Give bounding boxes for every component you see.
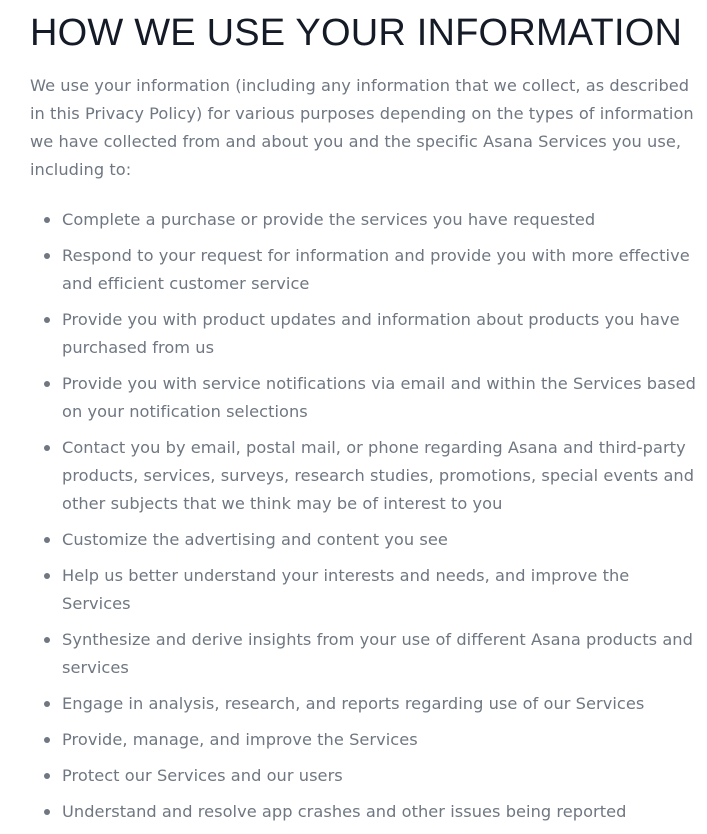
list-item [30,306,698,362]
list-item-text: Provide, manage, and improve the Services [62,730,418,749]
privacy-section [30,8,698,834]
list-item-text: Customize the advertising and content you see [62,530,448,549]
list-item [30,370,698,426]
list-item-text: Help us better understand your interests and needs, and improve the Services [62,566,630,613]
list-item [30,242,698,298]
list-item-text: Understand and resolve app crashes and other issues being reported [62,802,627,821]
bullet-dot [44,445,50,451]
list-item-text: Complete a purchase or provide the services you have requested [62,210,596,229]
list-item [30,526,698,554]
list-item-text: Synthesize and derive insights from your use of different Asana products and services [62,630,693,677]
bullet-dot [44,773,50,779]
list-item-text: Engage in analysis, research, and reports regarding use of our Services [62,694,645,713]
bullet-dot [44,737,50,743]
list-item [30,206,698,234]
list-item [30,798,698,826]
list-item-text: Provide you with service notifications via email and within the Services based on your notification selections [62,374,696,421]
bullet-dot [44,253,50,259]
bullet-dot [44,537,50,543]
section-title: HOW WE USE YOUR INFORMATION [30,12,683,54]
list-item [30,762,698,790]
list-item [30,626,698,682]
list-item-text: Contact you by email, postal mail, or phone regarding Asana and third-party products, services, surveys, research studies, promotions, special events and other subjects that we think may be of interest to you [62,438,695,513]
bullet-dot [44,317,50,323]
bullet-dot [44,637,50,643]
bullet-dot [44,701,50,707]
list-item [30,562,698,618]
list-item-text: Respond to your request for information and provide you with more effective and efficient customer service [62,246,690,293]
bullet-dot [44,381,50,387]
list-item [30,726,698,754]
bullet-dot [44,573,50,579]
list-item-text: Provide you with product updates and information about products you have purchased from us [62,310,680,357]
list-item [30,434,698,518]
bullet-dot [44,217,50,223]
list-item [30,690,698,718]
section-intro: We use your information (including any information that we collect, as described in this Privacy Policy) for various purposes depending on the types of information we have collected from and about you and the specific Asana Services you use, including to: [30,76,694,179]
list-item-text: Protect our Services and our users [62,766,343,785]
bullet-dot [44,809,50,815]
uses-list [30,206,698,826]
